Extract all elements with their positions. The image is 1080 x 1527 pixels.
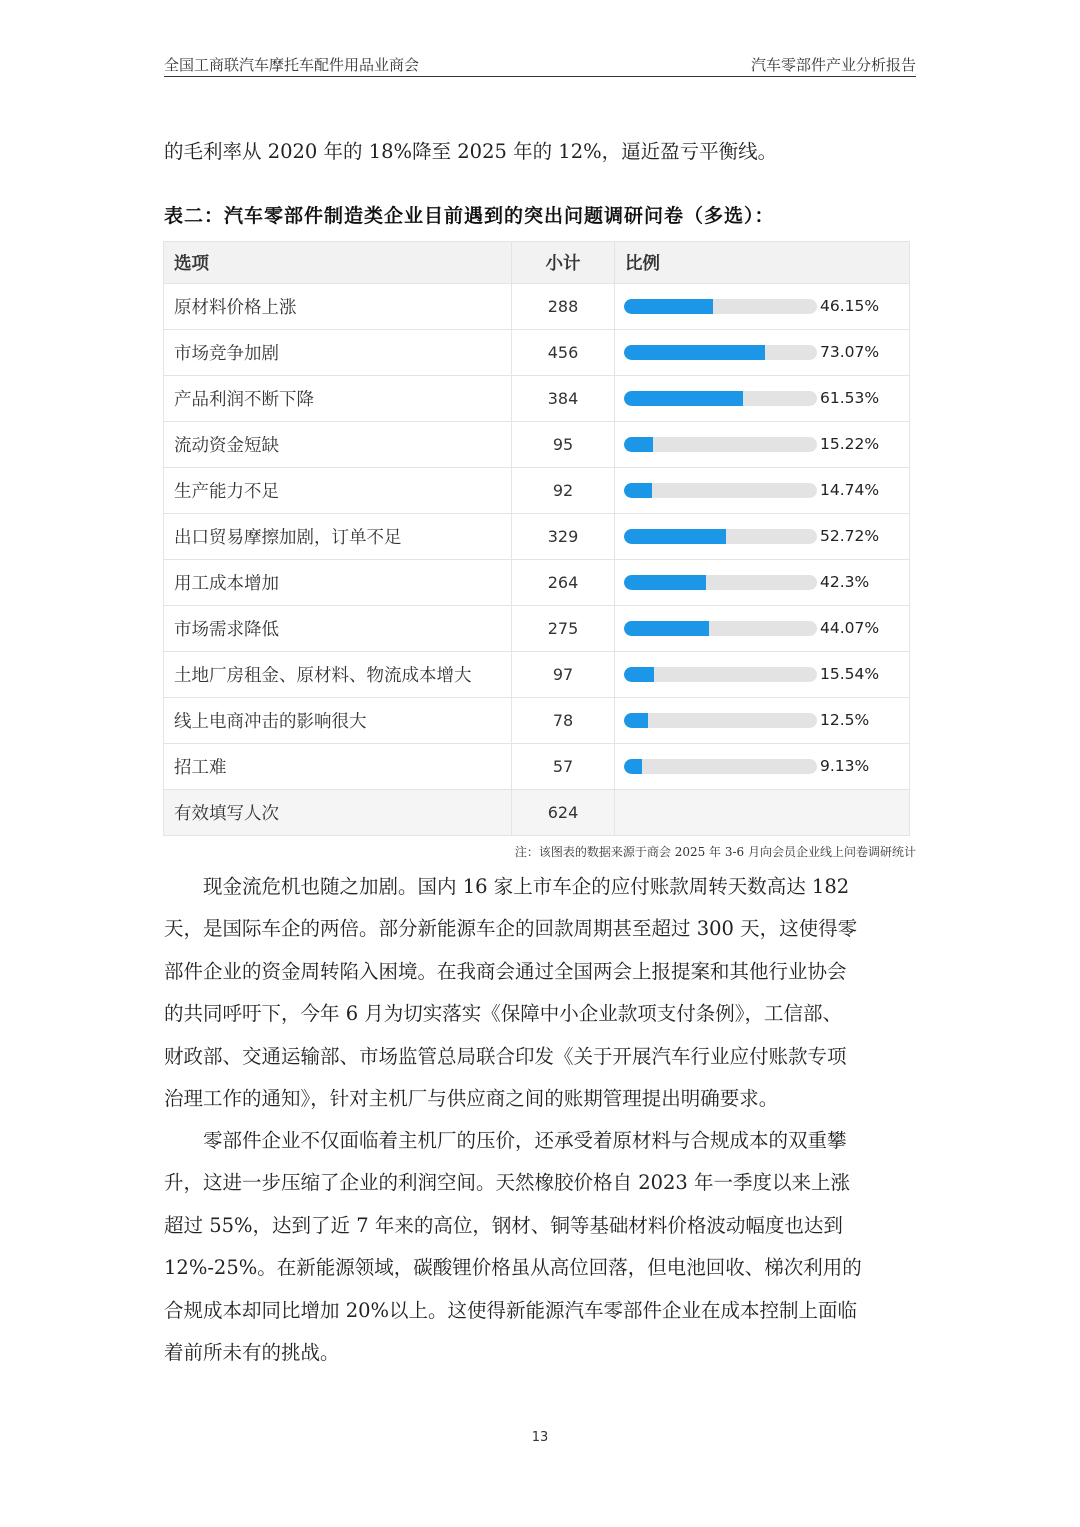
row-option: 市场需求降低	[164, 606, 512, 652]
row-option: 招工难	[164, 744, 512, 790]
ratio-bar-track	[624, 759, 817, 774]
paragraph-line: 天，是国际车企的两倍。部分新能源车企的回款周期甚至超过 300 天，这使得零	[164, 917, 858, 941]
row-count: 92	[512, 468, 615, 514]
ratio-bar-track	[624, 667, 817, 682]
ratio-bar-track	[624, 483, 817, 498]
table-total-row	[164, 790, 910, 836]
ratio-label: 52.72%	[820, 527, 880, 545]
ratio-bar-track	[624, 391, 817, 406]
paragraph-line: 着前所未有的挑战。	[164, 1341, 340, 1365]
header-count: 小计	[512, 242, 615, 284]
paragraph-line: 治理工作的通知》，针对主机厂与供应商之间的账期管理提出明确要求。	[164, 1087, 779, 1111]
table-note: 注：该图表的数据来源于商会 2025 年 3-6 月向会员企业线上问卷调研统计	[514, 845, 916, 859]
ratio-label: 14.74%	[820, 481, 880, 499]
table-row	[164, 422, 910, 468]
row-count: 78	[512, 698, 615, 744]
paragraph-line: 财政部、交通运输部、市场监管总局联合印发《关于开展汽车行业应付账款专项	[164, 1044, 847, 1068]
ratio-bar-track	[624, 437, 817, 452]
ratio-label: 12.5%	[820, 711, 870, 729]
row-ratio	[615, 698, 910, 744]
row-ratio	[615, 330, 910, 376]
row-count: 456	[512, 330, 615, 376]
ratio-bar-fill	[624, 759, 642, 774]
header-option: 选项	[164, 242, 512, 284]
paragraph-line: 部件企业的资金周转陷入困境。在我商会通过全国两会上报提案和其他行业协会	[164, 959, 847, 983]
row-count: 288	[512, 284, 615, 330]
ratio-bar-fill	[624, 299, 713, 314]
ratio-bar-fill	[624, 713, 648, 728]
ratio-bar-track	[624, 575, 817, 590]
header-report-title: 汽车零部件产业分析报告	[750, 56, 916, 74]
paragraph-line: 升，这进一步压缩了企业的利润空间。天然橡胶价格自 2023 年一季度以来上涨	[164, 1171, 851, 1195]
table-row	[164, 606, 910, 652]
row-count: 329	[512, 514, 615, 560]
table-row	[164, 468, 910, 514]
row-option: 流动资金短缺	[164, 422, 512, 468]
ratio-bar-fill	[624, 529, 726, 544]
row-option: 生产能力不足	[164, 468, 512, 514]
table-row	[164, 744, 910, 790]
ratio-label: 61.53%	[820, 389, 880, 407]
ratio-bar-fill	[624, 667, 654, 682]
paragraph-line: 12%-25%。在新能源领域，碳酸锂价格虽从高位回落，但电池回收、梯次利用的	[164, 1256, 862, 1280]
row-count: 95	[512, 422, 615, 468]
row-count: 275	[512, 606, 615, 652]
paragraph-line: 合规成本却同比增加 20%以上。这使得新能源汽车零部件企业在成本控制上面临	[164, 1298, 858, 1322]
row-option: 原材料价格上涨	[164, 284, 512, 330]
ratio-bar-track	[624, 299, 817, 314]
total-count: 624	[512, 790, 615, 836]
row-ratio	[615, 744, 910, 790]
row-count: 57	[512, 744, 615, 790]
table-row	[164, 698, 910, 744]
row-ratio	[615, 284, 910, 330]
page-header	[164, 50, 916, 77]
paragraph-line: 零部件企业不仅面临着主机厂的压价，还承受着原材料与合规成本的双重攀	[203, 1129, 847, 1152]
ratio-bar-fill	[624, 621, 709, 636]
ratio-label: 9.13%	[820, 757, 870, 775]
ratio-bar-fill	[624, 575, 706, 590]
row-ratio	[615, 652, 910, 698]
page-number: 13	[531, 1430, 549, 1445]
ratio-bar-track	[624, 621, 817, 636]
row-ratio	[615, 606, 910, 652]
ratio-label: 15.54%	[820, 665, 880, 683]
table-row	[164, 376, 910, 422]
ratio-bar-track	[624, 529, 817, 544]
row-count: 384	[512, 376, 615, 422]
header-organization: 全国工商联汽车摩托车配件用品业商会	[164, 56, 420, 74]
row-ratio	[615, 468, 910, 514]
ratio-label: 46.15%	[820, 297, 880, 315]
ratio-bar-fill	[624, 483, 652, 498]
intro-line: 的毛利率从 2020 年的 18%降至 2025 年的 12%，逼近盈亏平衡线。	[164, 140, 778, 163]
row-count: 264	[512, 560, 615, 606]
total-label: 有效填写人次	[164, 790, 512, 836]
row-option: 出口贸易摩擦加剧，订单不足	[164, 514, 512, 560]
row-option: 市场竞争加剧	[164, 330, 512, 376]
row-option: 土地厂房租金、原材料、物流成本增大	[164, 652, 512, 698]
row-ratio	[615, 560, 910, 606]
table-row	[164, 652, 910, 698]
table-row	[164, 560, 910, 606]
ratio-bar-fill	[624, 437, 653, 452]
total-ratio-empty	[615, 790, 910, 836]
ratio-bar-track	[624, 713, 817, 728]
row-ratio	[615, 422, 910, 468]
table-row	[164, 284, 910, 330]
ratio-label: 44.07%	[820, 619, 880, 637]
table-header-row	[164, 242, 910, 284]
ratio-bar-track	[624, 345, 817, 360]
table-row	[164, 514, 910, 560]
row-count: 97	[512, 652, 615, 698]
header-ratio: 比例	[615, 242, 910, 284]
paragraph-line: 现金流危机也随之加剧。国内 16 家上市车企的应付账款周转天数高达 182	[203, 875, 850, 898]
row-option: 产品利润不断下降	[164, 376, 512, 422]
row-option: 用工成本增加	[164, 560, 512, 606]
survey-table	[163, 241, 910, 836]
paragraph-line: 超过 55%，达到了近 7 年来的高位，钢材、铜等基础材料价格波动幅度也达到	[164, 1213, 843, 1237]
ratio-label: 15.22%	[820, 435, 880, 453]
table-title: 表二：汽车零部件制造类企业目前遇到的突出问题调研问卷（多选）：	[164, 205, 775, 227]
row-ratio	[615, 514, 910, 560]
ratio-bar-fill	[624, 345, 765, 360]
row-ratio	[615, 376, 910, 422]
ratio-bar-fill	[624, 391, 743, 406]
paragraph-cost-pressure	[164, 1120, 916, 1374]
table-row	[164, 330, 910, 376]
row-option: 线上电商冲击的影响很大	[164, 698, 512, 744]
paragraph-line: 的共同呼吁下，今年 6 月为切实落实《保障中小企业款项支付条例》，工信部、	[164, 1002, 843, 1026]
ratio-label: 73.07%	[820, 343, 880, 361]
ratio-label: 42.3%	[820, 573, 870, 591]
paragraph-cash-flow	[164, 866, 916, 1120]
